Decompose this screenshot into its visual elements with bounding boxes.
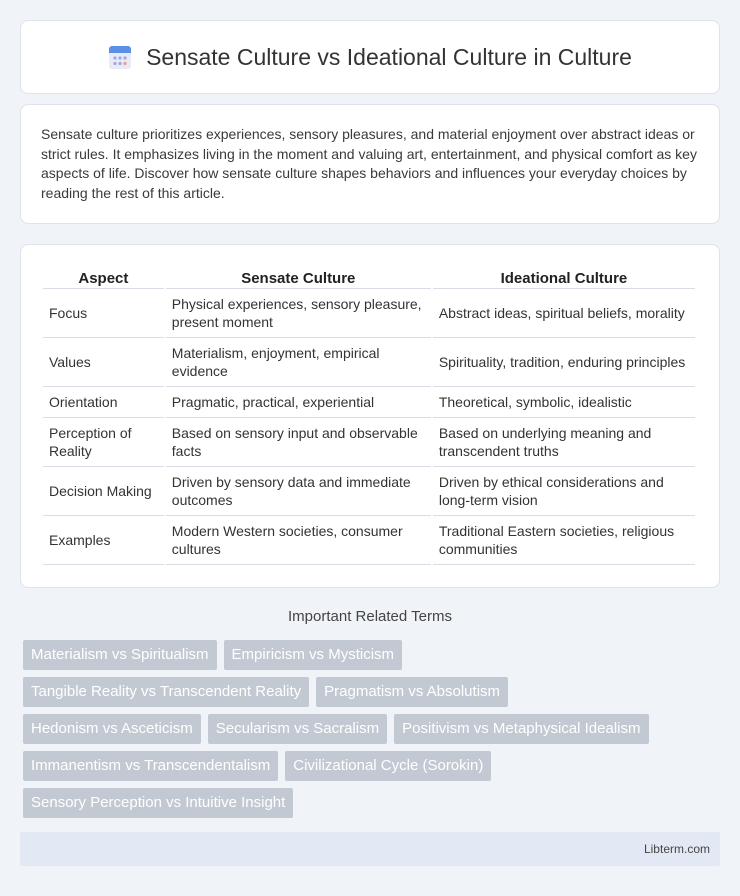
related-term-tag[interactable]: Civilizational Cycle (Sorokin) [285, 751, 491, 781]
tag-row [23, 714, 723, 744]
header-sensate: Sensate Culture [166, 265, 431, 289]
related-term-tag[interactable]: Immanentism vs Transcendentalism [23, 751, 278, 781]
cell-sensate: Pragmatic, practical, experiential [166, 387, 431, 418]
tag-row [23, 640, 723, 670]
cell-aspect: Values [43, 338, 164, 387]
cell-ideational: Traditional Eastern societies, religious communities [433, 516, 695, 565]
comparison-table [41, 265, 697, 565]
cell-aspect: Focus [43, 289, 164, 338]
tag-row [23, 677, 723, 707]
comparison-table-card [20, 244, 720, 588]
related-term-tag[interactable]: Sensory Perception vs Intuitive Insight [23, 788, 293, 818]
table-row [43, 418, 695, 467]
intro-card [20, 104, 720, 224]
table-row [43, 467, 695, 516]
tag-row [23, 751, 723, 781]
table-row [43, 338, 695, 387]
footer [20, 832, 720, 866]
table-row [43, 516, 695, 565]
cell-aspect: Decision Making [43, 467, 164, 516]
cell-ideational: Driven by ethical considerations and long-term vision [433, 467, 695, 516]
header-aspect: Aspect [43, 265, 164, 289]
related-term-tag[interactable]: Hedonism vs Asceticism [23, 714, 201, 744]
related-term-tag[interactable]: Pragmatism vs Absolutism [316, 677, 508, 707]
title-card [20, 20, 720, 94]
cell-ideational: Abstract ideas, spiritual beliefs, morality [433, 289, 695, 338]
cell-sensate: Modern Western societies, consumer cultures [166, 516, 431, 565]
cell-sensate: Physical experiences, sensory pleasure, present moment [166, 289, 431, 338]
footer-site-link[interactable]: Libterm.com [643, 842, 710, 856]
document-icon [108, 44, 132, 70]
cell-sensate: Driven by sensory data and immediate outcomes [166, 467, 431, 516]
related-term-tag[interactable]: Empiricism vs Mysticism [224, 640, 403, 670]
cell-aspect: Examples [43, 516, 164, 565]
page-title: Sensate Culture vs Ideational Culture in Culture [146, 43, 632, 70]
table-row [43, 289, 695, 338]
cell-aspect: Perception of Reality [43, 418, 164, 467]
cell-ideational: Based on underlying meaning and transcendent truths [433, 418, 695, 467]
related-term-tag[interactable]: Positivism vs Metaphysical Idealism [394, 714, 648, 744]
cell-sensate: Materialism, enjoyment, empirical evidence [166, 338, 431, 387]
related-term-tag[interactable]: Secularism vs Sacralism [208, 714, 387, 744]
related-terms-list [23, 640, 723, 825]
table-row [43, 387, 695, 418]
tag-row [23, 788, 723, 818]
table-header-row [43, 265, 695, 289]
cell-aspect: Orientation [43, 387, 164, 418]
intro-text: Sensate culture prioritizes experiences, sensory pleasures, and material enjoyment over abstract ideas or strict rules. It emphasizes living in the moment and valuing art, entertainment, and physical comfort as key aspects of life. Discover how sensate culture shapes behaviors and influences your everyday choices by reading the rest of this article. [41, 126, 697, 201]
cell-ideational: Theoretical, symbolic, idealistic [433, 387, 695, 418]
related-term-tag[interactable]: Tangible Reality vs Transcendent Reality [23, 677, 309, 707]
cell-sensate: Based on sensory input and observable facts [166, 418, 431, 467]
header-ideational: Ideational Culture [433, 265, 695, 289]
related-term-tag[interactable]: Materialism vs Spiritualism [23, 640, 217, 670]
cell-ideational: Spirituality, tradition, enduring principles [433, 338, 695, 387]
related-terms-title: Important Related Terms [288, 608, 452, 625]
